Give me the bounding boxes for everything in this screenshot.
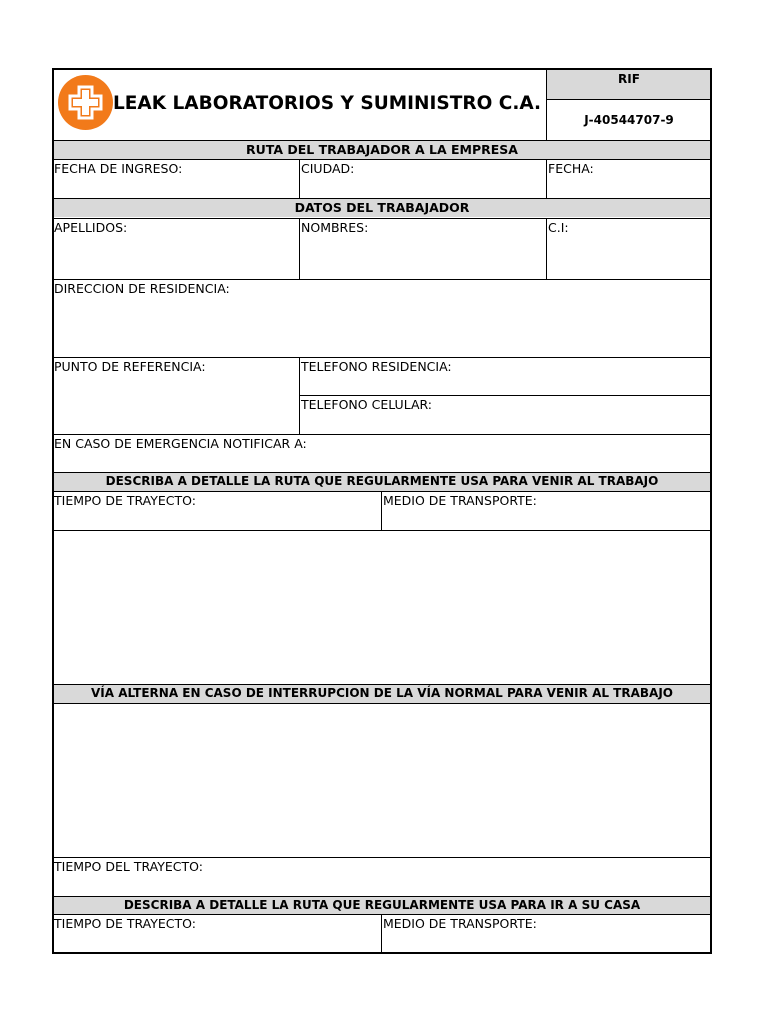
field-ciudad[interactable]: CIUDAD: — [301, 161, 355, 176]
divider — [53, 198, 711, 199]
orange-cross-logo-icon — [58, 75, 113, 130]
divider — [546, 218, 547, 279]
divider — [53, 140, 711, 141]
section-describa-ruta-casa: DESCRIBA A DETALLE LA RUTA QUE REGULARMENTE USA PARA IR A SU CASA — [53, 897, 711, 915]
field-nombres[interactable]: NOMBRES: — [301, 220, 369, 235]
divider — [381, 914, 382, 953]
divider — [53, 896, 711, 897]
divider — [546, 99, 711, 100]
field-tiempo-trayecto-2[interactable]: TIEMPO DE TRAYECTO: — [54, 916, 196, 931]
field-punto-referencia[interactable]: PUNTO DE REFERENCIA: — [54, 359, 206, 374]
field-telefono-residencia[interactable]: TELEFONO RESIDENCIA: — [301, 359, 452, 374]
field-telefono-celular[interactable]: TELEFONO CELULAR: — [301, 397, 433, 412]
divider — [53, 491, 711, 492]
divider — [53, 857, 711, 858]
divider — [53, 434, 711, 435]
field-ci[interactable]: C.I: — [548, 220, 569, 235]
route-description-area-1[interactable] — [52, 531, 711, 684]
divider — [53, 530, 711, 531]
field-fecha-ingreso[interactable]: FECHA DE INGRESO: — [54, 161, 183, 176]
divider — [53, 914, 711, 915]
field-emergencia[interactable]: EN CASO DE EMERGENCIA NOTIFICAR A: — [54, 436, 307, 451]
divider — [299, 395, 711, 396]
rif-label: RIF — [547, 70, 711, 100]
divider — [53, 472, 711, 473]
divider — [53, 279, 711, 280]
field-medio-transporte-1[interactable]: MEDIO DE TRANSPORTE: — [383, 493, 537, 508]
field-apellidos[interactable]: APELLIDOS: — [54, 220, 128, 235]
section-describa-ruta-trabajo: DESCRIBA A DETALLE LA RUTA QUE REGULARMENTE USA PARA VENIR AL TRABAJO — [53, 473, 711, 491]
section-via-alterna: VÍA ALTERNA EN CASO DE INTERRUPCION DE LA VÍA NORMAL PARA VENIR AL TRABAJO — [53, 685, 711, 703]
divider — [381, 491, 382, 530]
divider — [53, 357, 711, 358]
field-direccion-residencia[interactable]: DIRECCION DE RESIDENCIA: — [54, 281, 230, 296]
divider — [53, 218, 711, 219]
section-datos-trabajador: DATOS DEL TRABAJADOR — [53, 199, 711, 217]
divider — [546, 69, 547, 140]
divider — [299, 159, 300, 198]
field-medio-transporte-2[interactable]: MEDIO DE TRANSPORTE: — [383, 916, 537, 931]
rif-value: J-40544707-9 — [584, 113, 674, 127]
alternate-route-area[interactable] — [52, 704, 711, 857]
field-tiempo-trayecto-1[interactable]: TIEMPO DE TRAYECTO: — [54, 493, 196, 508]
section-ruta-empresa: RUTA DEL TRABAJADOR A LA EMPRESA — [53, 141, 711, 159]
divider — [546, 159, 547, 198]
divider — [53, 159, 711, 160]
field-fecha[interactable]: FECHA: — [548, 161, 594, 176]
divider — [53, 703, 711, 704]
company-logo-icon — [58, 75, 113, 130]
divider — [299, 218, 300, 279]
company-name: LEAK LABORATORIOS Y SUMINISTRO C.A. — [113, 93, 542, 114]
field-tiempo-del-trayecto[interactable]: TIEMPO DEL TRAYECTO: — [54, 859, 203, 874]
divider — [53, 684, 711, 685]
